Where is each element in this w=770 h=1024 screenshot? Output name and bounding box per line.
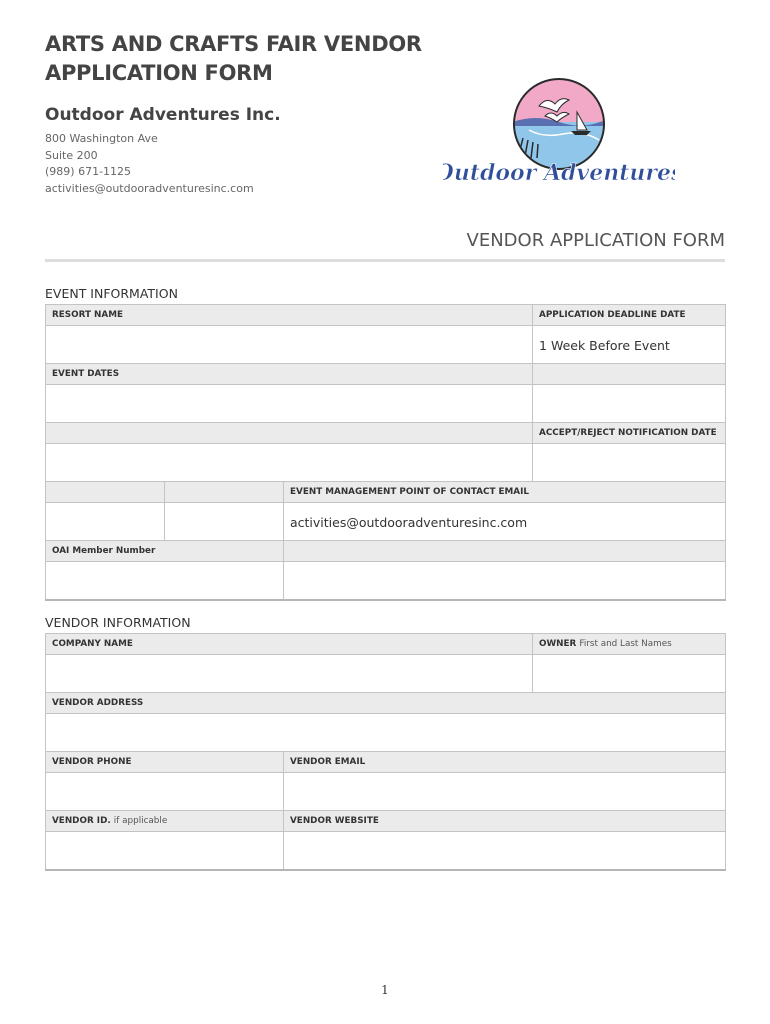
event-dates-label: EVENT DATES — [46, 364, 533, 385]
logo-graphic — [443, 76, 675, 190]
member-number-label: OAI Member Number — [46, 541, 284, 562]
vendor-address-field[interactable] — [46, 714, 726, 752]
blank-field-a[interactable] — [46, 503, 165, 541]
vendor-email-label: VENDOR EMAIL — [284, 752, 726, 773]
vendor-phone-field[interactable] — [46, 773, 284, 811]
vendor-website-label: VENDOR WEBSITE — [284, 811, 726, 832]
vendor-phone-label: VENDOR PHONE — [46, 752, 284, 773]
form-title — [45, 30, 422, 88]
vendor-information-title: VENDOR INFORMATION — [45, 615, 191, 630]
owner-field[interactable] — [533, 655, 726, 693]
member-number-field[interactable] — [46, 562, 284, 601]
owner-label — [533, 634, 726, 655]
blank-field[interactable] — [46, 444, 533, 482]
address-line-1: 800 Washington Ave — [45, 132, 158, 145]
contact-email-label: EVENT MANAGEMENT POINT OF CONTACT EMAIL — [284, 482, 726, 503]
company-email: activities@outdooradventuresinc.com — [45, 181, 254, 195]
vendor-email-field[interactable] — [284, 773, 726, 811]
vendor-address-label: VENDOR ADDRESS — [46, 693, 726, 714]
member-number-extra-field[interactable] — [284, 562, 726, 601]
deadline-field[interactable] — [533, 326, 726, 364]
deadline-label: APPLICATION DEADLINE DATE — [533, 305, 726, 326]
blank-label-b — [165, 482, 284, 503]
event-information-title: EVENT INFORMATION — [45, 286, 178, 301]
blank-field-b[interactable] — [165, 503, 284, 541]
company-phone: (989) 671-1125 — [45, 165, 132, 178]
heading-divider — [45, 259, 725, 262]
deadline-value: 1 Week Before Event — [539, 338, 670, 353]
resort-name-field[interactable] — [46, 326, 533, 364]
owner-hint: First and Last Names — [579, 639, 672, 649]
vendor-application-heading: VENDOR APPLICATION FORM — [466, 230, 725, 251]
company-name: Outdoor Adventures Inc. — [45, 105, 281, 125]
event-dates-extra-field[interactable] — [533, 385, 726, 423]
title-line-2: APPLICATION FORM — [45, 61, 273, 85]
resort-name-label: RESORT NAME — [46, 305, 533, 326]
event-dates-field[interactable] — [46, 385, 533, 423]
vendor-website-field[interactable] — [284, 832, 726, 871]
event-dates-label-blank — [533, 364, 726, 385]
page-number: 1 — [381, 983, 389, 997]
vendor-id-hint: if applicable — [113, 816, 168, 826]
vendor-information-table — [45, 633, 726, 871]
vendor-id-label-text: VENDOR ID. — [52, 816, 111, 826]
vendor-id-field[interactable] — [46, 832, 284, 871]
blank-label-cell — [46, 423, 533, 444]
contact-email-field[interactable] — [284, 503, 726, 541]
title-line-1: ARTS AND CRAFTS FAIR VENDOR — [45, 32, 422, 56]
blank-label-a — [46, 482, 165, 503]
logo-text: Outdoor Adventures — [443, 160, 675, 186]
outdoor-adventures-logo — [443, 76, 675, 194]
company-name-label: COMPANY NAME — [46, 634, 533, 655]
notification-field[interactable] — [533, 444, 726, 482]
company-address — [45, 131, 254, 197]
member-number-label-blank — [284, 541, 726, 562]
vendor-id-label — [46, 811, 284, 832]
address-line-2: Suite 200 — [45, 148, 98, 162]
notification-label: ACCEPT/REJECT NOTIFICATION DATE — [533, 423, 726, 444]
contact-email-value: activities@outdooradventuresinc.com — [290, 515, 528, 530]
event-information-table — [45, 304, 726, 601]
owner-label-text: OWNER — [539, 639, 577, 649]
company-name-field[interactable] — [46, 655, 533, 693]
